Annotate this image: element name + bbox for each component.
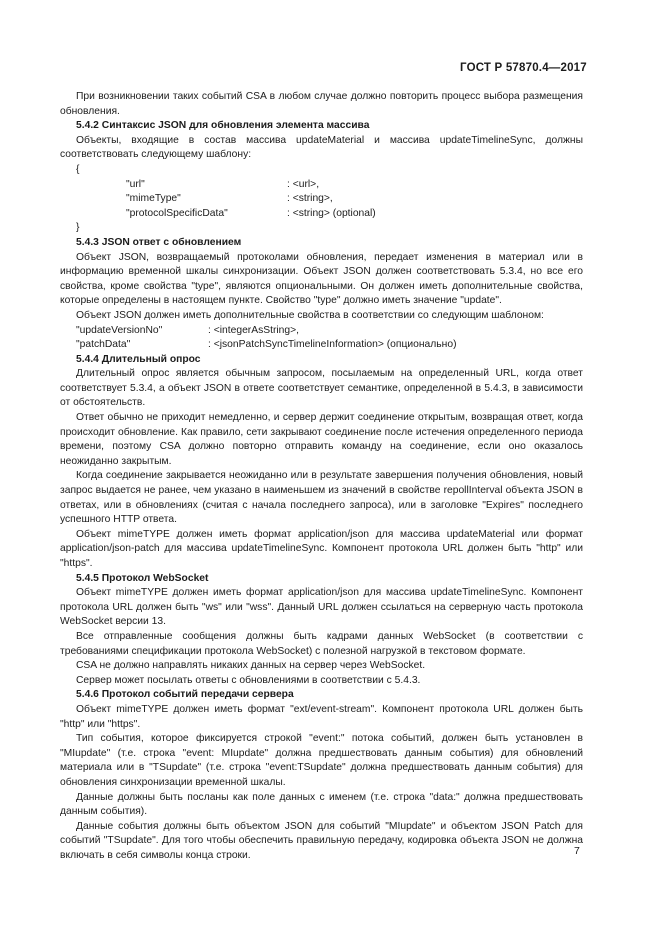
section-heading-5-4-2: 5.4.2 Синтаксис JSON для обновления элемента массива — [76, 120, 370, 132]
code-brace-close: } — [76, 222, 80, 234]
template-row — [60, 178, 583, 193]
paragraph: Ответ обычно не приходит немедленно, и сервер держит соединение открытым, возвращая ответ, когда происходит обновление. Как правило, сети закрывают соединение после истечения определенного периода времени, поэтому CSA должно повторно отправить команду на соединение, если оно оказалось неожиданно закрытым. — [60, 412, 583, 467]
property-row — [60, 324, 583, 339]
paragraph: Данные события должны быть объектом JSON для событий "MIupdate" и объектом JSON Patch для событий "TSupdate". Для того чтобы обеспечить правильную передачу, кодировка объекта JSON не должна включать в себя символы конца строки. — [60, 820, 583, 861]
template-value: : <string>, — [287, 193, 333, 205]
section-heading-5-4-6: 5.4.6 Протокол событий передачи сервера — [76, 689, 294, 701]
document-id-header: ГОСТ Р 57870.4—2017 — [460, 62, 587, 74]
paragraph: Когда соединение закрывается неожиданно или в результате завершения получения обновления, новый запрос выдается не ранее, чем указано в наименьшем из значений в свойстве repollInterval объекта JSON в ответах, или в обновлениях (считая с начала последнего запроса), или в заголовке "Expires" последнего успешного HTTP ответа. — [60, 470, 583, 526]
paragraph: Объекты, входящие в состав массива updateMaterial и массива updateTimelineSync, должны соответствовать следующему шаблону: — [60, 134, 583, 161]
code-brace-open: { — [76, 163, 80, 175]
property-key: "updateVersionNo" — [76, 324, 163, 336]
paragraph: Тип события, которое фиксируется строкой "event:" потока событий, должен быть установлен в "MIupdate" (т.е. строка "event: MIupdate" должна предшествовать данным события) для обновлений материала или в "TSupdate" (т.е. строка "event:TSupdate" должна предшествовать данным события) для обновления синхронизации временной шкалы. — [60, 733, 583, 788]
template-row — [60, 207, 583, 222]
template-key: "protocolSpecificData" — [126, 207, 228, 219]
property-key: "patchData" — [76, 339, 131, 351]
section-heading-5-4-4: 5.4.4 Длительный опрос — [76, 353, 201, 365]
document-body — [60, 90, 583, 863]
property-value: : <jsonPatchSyncTimelineInformation> (опционально) — [208, 339, 457, 351]
section-heading-5-4-5: 5.4.5 Протокол WebSocket — [76, 572, 209, 584]
paragraph: Объект JSON, возвращаемый протоколами обновления, передает изменения в материал или в информацию временной шкалы синхронизации. Объект JSON должен соответствовать 5.3.4, но все его свойства, кроме свойства "type", являются опциональными. Он должен иметь дополнительные свойства, которые определены в настоящем пункте. Свойство "type" должно иметь значение "update". — [60, 251, 583, 307]
section-heading-5-4-3: 5.4.3 JSON ответ с обновлением — [76, 236, 242, 248]
template-value: : <string> (optional) — [287, 207, 376, 219]
paragraph: Объект mimeTYPE должен иметь формат "ext/event-stream". Компонент протокола URL должен быть "http" или "https". — [60, 703, 583, 730]
paragraph: Длительный опрос является обычным запросом, посылаемым на определенный URL, когда ответ соответствует 5.3.4, а объект JSON в ответе соответствует семантике, определенной в 5.4.3, в зависимости от обстоятельств. — [60, 368, 583, 409]
paragraph: Объект mimeTYPE должен иметь формат application/json для массива updateMaterial или формат application/json-patch для массива updateTimelineSync. Компонент протокола URL должен быть "http" или "https". — [60, 528, 583, 569]
paragraph: CSA не должно направлять никаких данных на сервер через WebSocket. — [76, 660, 426, 672]
template-key: "url" — [126, 178, 145, 190]
paragraph: Все отправленные сообщения должны быть кадрами данных WebSocket (в соответствии с требованиями спецификации протокола WebSocket) с полезной нагрузкой в текстовом формате. — [60, 630, 583, 657]
page-number: 7 — [574, 845, 580, 857]
paragraph: Сервер может посылать ответы с обновлениями в соответствии с 5.4.3. — [76, 674, 421, 686]
paragraph: Объект mimeTYPE должен иметь формат application/json для массива updateTimelineSync. Компонент протокола URL должен быть "ws" или "wss". Данный URL должен ссылаться на серверную часть протокола WebSocket версии 13. — [60, 587, 583, 628]
paragraph: При возникновении таких событий CSA в любом случае должно повторить процесс выбора размещения обновления. — [60, 91, 583, 117]
paragraph: Объект JSON должен иметь дополнительные свойства в соответствии со следующим шаблоном: — [76, 309, 544, 321]
property-value: : <integerAsString>, — [208, 324, 300, 336]
paragraph: Данные должны быть посланы как поле данных с именем (т.е. строка "data:" должна предшествовать данным события). — [60, 791, 583, 818]
template-value: : <url>, — [287, 178, 320, 190]
template-row — [60, 192, 583, 207]
property-row — [60, 338, 583, 353]
template-key: "mimeType" — [126, 193, 181, 205]
